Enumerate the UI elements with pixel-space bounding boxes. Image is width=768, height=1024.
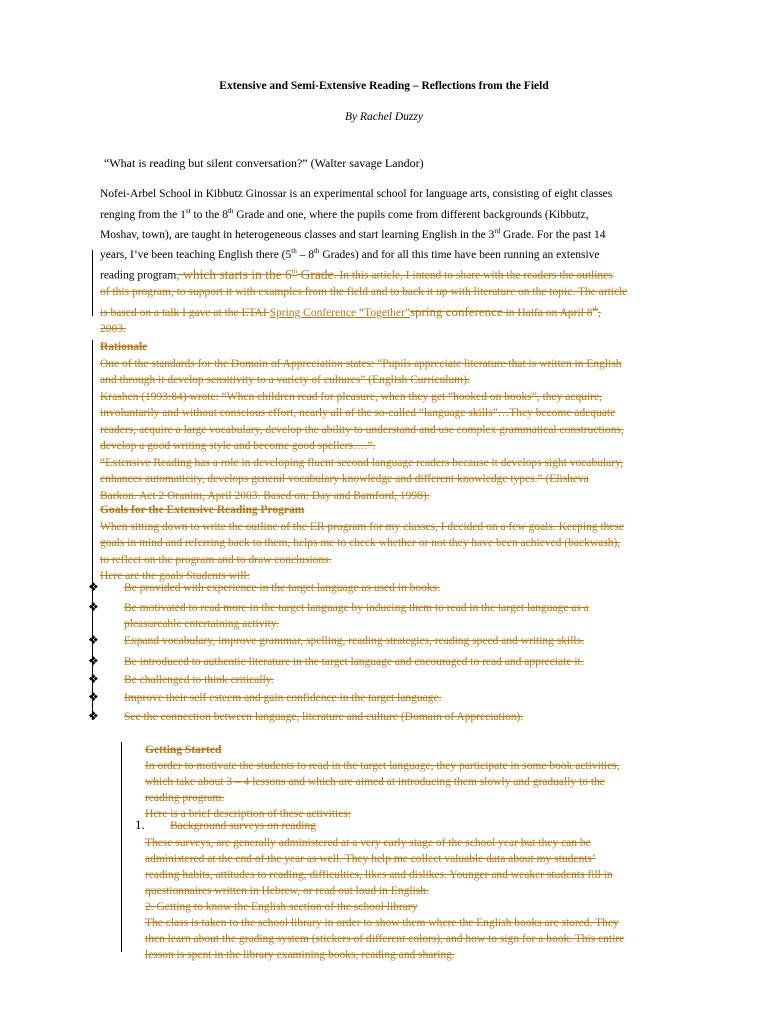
rationale-line: and through it develop sensitivity to a variety of cultures” (English Curriculum). [100,374,470,386]
rationale-line: “Extensive Reading has a role in developing fluent second language readers because it develops sight vocabulary, [100,456,623,469]
deleted-text: , which starts in the 6th Grade [176,266,334,282]
getting-started-line: reading program. [145,792,225,804]
goals-line: goals in mind and referring back to them, helps me to check whether or not they have been achieved (backwash), [100,537,621,549]
diamond-bullet-icon: ❖ [88,672,99,686]
rationale-line: One of the standards for the Domain of Appreciation states: “Pupils appreciate literature that is written in English [100,357,622,370]
list-number: 1. [135,817,145,832]
rationale-heading: Rationale [100,341,148,353]
getting-started-line: In order to motivate the students to read in the target language, they participate in some book activities, [145,760,620,772]
getting-started-line: which take about 3 – 4 lessons and which are aimed at introducing them slowly and gradually to the [145,776,605,788]
diamond-bullet-icon: ❖ [88,654,99,668]
epigraph-quote: “What is reading but silent conversation?” (Walter savage Landor) [104,156,424,170]
intro-line: years, I’ve been teaching English there (5th – 8th Grades) and for all this time have been running an extensive [100,247,600,261]
inserted-text: Spring Conference “Together” [269,306,410,319]
diamond-bullet-icon: ❖ [88,709,99,723]
rationale-line: Barkon. Act 2 Oranim, April 2003. Based on: Day and Bamford, 1998). [100,489,430,502]
document-title: Extensive and Semi-Extensive Reading – Reflections from the Field [219,80,549,92]
rationale-line: involuntarily and without conscious effort, nearly all of the so-called “language skills”…They become adequate [100,407,616,419]
diamond-bullet-icon: ❖ [88,690,99,704]
diamond-bullet-icon: ❖ [88,580,99,594]
diamond-bullet-icon: ❖ [88,600,99,614]
deleted-line: of this program, to support it with examples from the field and to back it up with literature on the topic. The article [100,286,628,299]
goals-heading: Goals for the Extensive Reading Program [100,504,305,516]
goals-line: Here are the goals Students will: [100,570,250,582]
rationale-section [100,339,678,504]
getting-started-section [145,742,663,822]
goals-section [100,502,678,585]
intro-line: is based on a talk I gave at the ETAI Spring Conference “Together”spring conference in Haifa on April 8th, [100,303,601,319]
author-byline: By Rachel Duzzy [345,111,423,123]
deleted-text: . In this article, I intend to share with the readers the outlines [333,269,613,282]
deleted-text: spring conference [409,303,503,319]
item1-title: Background surveys on reading [170,820,316,832]
intro-line: renging from the 1st to the 8th Grade and one, where the pupils come from different backgrounds (Kibbutz, [100,206,589,221]
deleted-line: 2003. [100,323,126,336]
goals-line: When sitting down to write the outline of the ER program for my classes, I decided on a few goals. Keeping these [100,520,625,533]
intro-line: reading program, which starts in the 6th Grade. In this article, I intend to share with the readers the outlines [100,266,613,282]
diamond-bullet-icon: ❖ [88,633,99,647]
change-bar [92,250,93,316]
item2-title: 2. Getting to know the English section of the school library [145,901,418,913]
intro-paragraph [100,186,678,338]
intro-line: Nofei-Arbel School in Kibbutz Ginossar is an experimental school for language arts, consisting of eight classes [100,188,613,200]
change-bar [121,742,122,952]
goals-line: to reflect on the program and to draw conclusions. [100,553,332,566]
goals-list: ❖ Be provided with experience in the target language as used in books. ❖ Be motivated to read more in the target language by inducing them to read in the target language as a pleasureable entertaining activity. ❖ Expand vocabulary, improve grammar, spelling, reading strategies, reading speed and writing skills. ❖ Be introduced to authentic literature in the target language and encouraged to read and appreciate it. ❖ Be challenged to think critically. ❖ Improve their self esteem and gain confidence in the target language. ❖ See the connection between language, literature and culture (Domain of Appreciation). [88,580,589,723]
item1-body: These surveys, are generally administered at a very early stage of the school year but they can be administered at the end of the year as well. They help me collect valuable data about my students’ reading habits, attitudes to reading, difficulties, likes and dislikes. Younger and weaker students fill in questionnaires written in Hebrew, or read out loud in English. 2. Getting to know the English section of the school library The class is taken to the school library in order to show them where the English books are stored. They then learn about the grading system (stickers of different colors), and how to sign for a book. This entire lesson is spent in the library examining books, reading and sharing. [145,835,663,963]
rationale-line: develop a good writing style and become good spellers….”. [100,440,376,452]
getting-started-heading: Getting Started [145,744,222,756]
rationale-line: enhances automaticity, develops general vocabulary knowledge and different knowledge types.” (Elisheva [100,473,589,485]
intro-line: Moshav, town), are taught in heterogeneous classes and start learning English in the 3rd Grade. For the past 14 [100,226,606,241]
rationale-line: Krashen (1993:84) wrote: “When children read for pleasure, when they get “hooked on books”, they acquire, [100,390,602,403]
getting-started-line: Here is a brief description of these activities: [145,808,351,820]
rationale-line: readers, acquire a large vocabulary, develop the ability to understand and use complex grammatical constructions, [100,423,624,436]
